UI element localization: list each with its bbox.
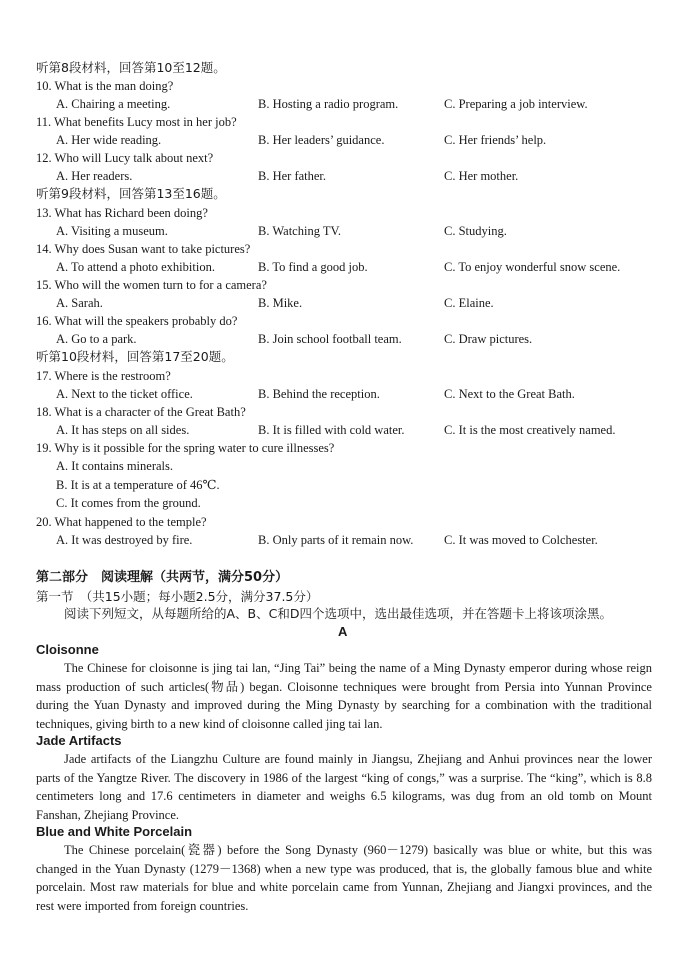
jade-title: Jade Artifacts — [36, 733, 122, 748]
question-19-option-b: B. It is at a temperature of 46℃. — [56, 478, 220, 492]
question-12-option-b: B. Her father. — [258, 169, 327, 183]
instructions: 阅读下列短文，从每题所给的A、B、C和D四个选项中，选出最佳选项，并在答题卡上将该项涂黑。 — [64, 606, 612, 621]
question-11-stem: 11. What benefits Lucy most in her job? — [36, 115, 237, 129]
cloisonne-title: Cloisonne — [36, 642, 99, 657]
question-17-option-c: C. Next to the Great Bath. — [444, 387, 575, 401]
question-14-option-a: A. To attend a photo exhibition. — [56, 260, 215, 274]
porcelain-title: Blue and White Porcelain — [36, 824, 193, 839]
question-15-option-c: C. Elaine. — [444, 296, 494, 310]
question-10-option-a: A. Chairing a meeting. — [56, 97, 171, 111]
question-13-option-a: A. Visiting a museum. — [56, 224, 168, 238]
question-10-option-b: B. Hosting a radio program. — [258, 97, 399, 111]
question-11-option-b: B. Her leaders’ guidance. — [258, 133, 385, 147]
part8-header: 听第8段材料，回答第10至12题。 — [36, 60, 226, 75]
question-15-option-b: B. Mike. — [258, 296, 303, 310]
question-18-stem: 18. What is a character of the Great Bath? — [36, 405, 246, 419]
question-12-option-c: C. Her mother. — [444, 169, 519, 183]
question-20-option-a: A. It was destroyed by fire. — [56, 533, 193, 547]
question-18-option-b: B. It is filled with cold water. — [258, 423, 405, 437]
question-11-option-a: A. Her wide reading. — [56, 133, 162, 147]
question-19-option-c: C. It comes from the ground. — [56, 496, 201, 510]
question-10-option-c: C. Preparing a job interview. — [444, 97, 588, 111]
question-17-option-b: B. Behind the reception. — [258, 387, 380, 401]
question-17-option-a: A. Next to the ticket office. — [56, 387, 193, 401]
question-16-stem: 16. What will the speakers probably do? — [36, 314, 238, 328]
question-18-option-a: A. It has steps on all sides. — [56, 423, 190, 437]
question-13-option-c: C. Studying. — [444, 224, 507, 238]
section1-title: 第一节 （共15小题；每小题2.5分，满分37.5分） — [36, 589, 319, 604]
cloisonne-paragraph — [36, 659, 652, 733]
question-16-option-b: B. Join school football team. — [258, 332, 402, 346]
question-19-stem: 19. Why is it possible for the spring water to cure illnesses? — [36, 441, 335, 455]
question-19-option-a: A. It contains minerals. — [56, 459, 173, 473]
cloisonne-text: The Chinese for cloisonne is jing tai lan, “Jing Tai” being the name of a Ming Dynasty emperor during whose reign mass production of such articles(物品) began. Cloisonne techniques were brought from Persia into Yunnan Province during the Yuan Dynasty and improved during the Ming Dynasty by searching for a combination with the traditional techniques, giving birth to a new kind of cloisonne called jing tai lan. — [36, 661, 652, 731]
question-20-option-b: B. Only parts of it remain now. — [258, 533, 414, 547]
part9-header: 听第9段材料，回答第13至16题。 — [36, 186, 226, 201]
question-20-option-c: C. It was moved to Colchester. — [444, 533, 598, 547]
question-17-stem: 17. Where is the restroom? — [36, 369, 171, 383]
question-13-stem: 13. What has Richard been doing? — [36, 206, 208, 220]
jade-text: Jade artifacts of the Liangzhu Culture are found mainly in Jiangsu, Zhejiang and Anhui provinces near the lower parts of the Yangtze River. The discovery in 1986 of the largest “king of congs,” was a surprise. The “king”, which is 8.8 centimeters long and 17.6 centimeters in diameter and weighs 6.5 kilograms, was dug from an old tomb on Mount Fanshan, Zhejiang Province. — [36, 752, 652, 822]
question-14-stem: 14. Why does Susan want to take pictures? — [36, 242, 251, 256]
question-16-option-a: A. Go to a park. — [56, 332, 137, 346]
question-14-option-c: C. To enjoy wonderful snow scene. — [444, 260, 621, 274]
question-18-option-c: C. It is the most creatively named. — [444, 423, 616, 437]
porcelain-text: The Chinese porcelain(瓷器) before the Song Dynasty (960－1279) basically was blue or white, but this was changed in the Yuan Dynasty (1279－1368) when a new type was produced, that is, the globally famous blue and white porcelain. Most raw materials for blue and white porcelain came from Yunnan, Zhejiang and Jiangxi provinces, and the rest were imported from foreign countries. — [36, 843, 652, 913]
jade-paragraph — [36, 750, 652, 824]
passage-label: A — [338, 624, 348, 639]
question-10-stem: 10. What is the man doing? — [36, 79, 174, 93]
question-20-stem: 20. What happened to the temple? — [36, 515, 207, 529]
question-15-stem: 15. Who will the women turn to for a camera? — [36, 278, 267, 292]
part10-header: 听第10段材料，回答第17至20题。 — [36, 349, 234, 364]
question-12-option-a: A. Her readers. — [56, 169, 133, 183]
question-13-option-b: B. Watching TV. — [258, 224, 342, 238]
question-16-option-c: C. Draw pictures. — [444, 332, 533, 346]
question-15-option-a: A. Sarah. — [56, 296, 103, 310]
part2-title: 第二部分 阅读理解（共两节，满分50分） — [36, 570, 289, 585]
porcelain-paragraph — [36, 841, 652, 915]
question-11-option-c: C. Her friends’ help. — [444, 133, 547, 147]
question-12-stem: 12. Who will Lucy talk about next? — [36, 151, 214, 165]
question-14-option-b: B. To find a good job. — [258, 260, 368, 274]
